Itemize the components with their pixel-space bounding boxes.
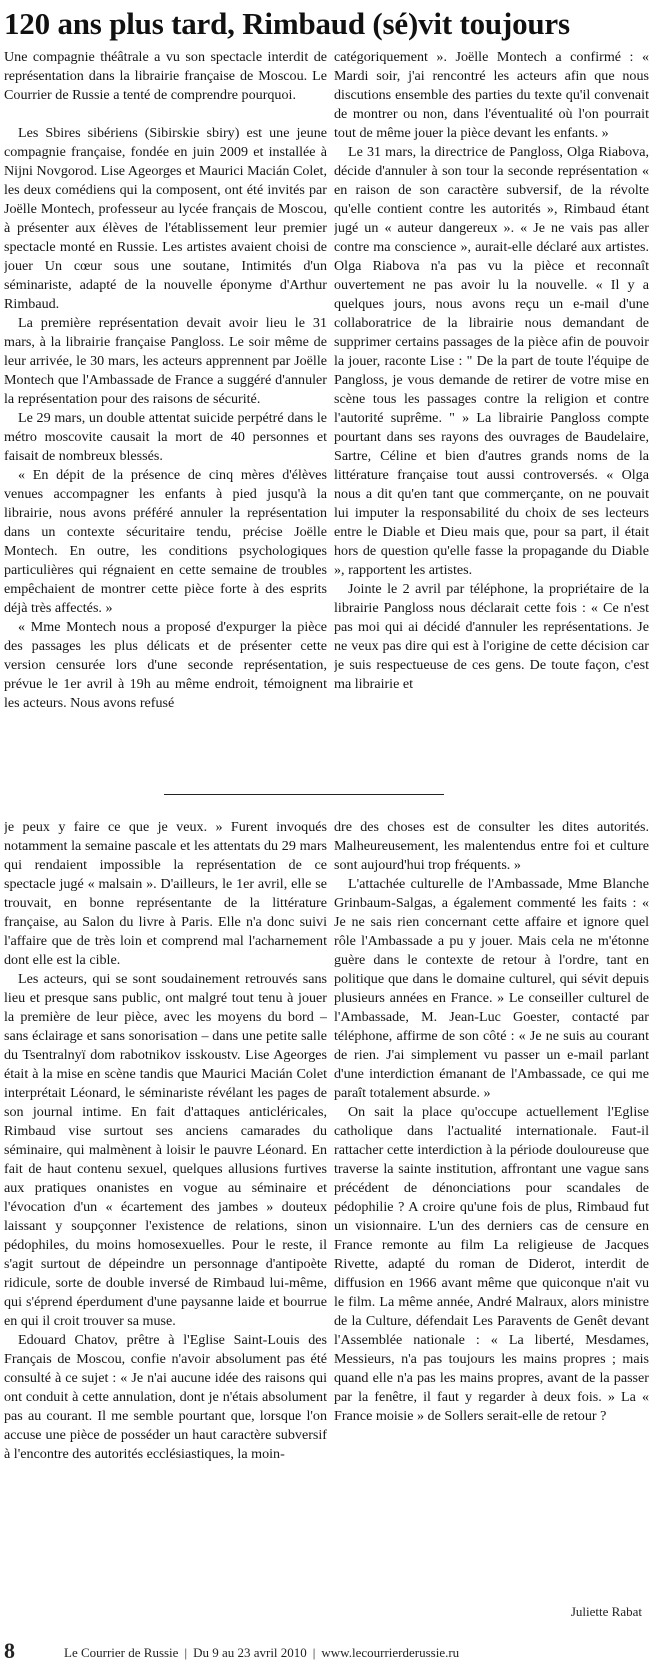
- footer-line: [64, 1645, 459, 1661]
- article-paragraph: Le 29 mars, un double attentat suicide perpétré dans le métro moscovite causait la mort de 40 personnes et faisait de nombreux blessés.: [4, 410, 327, 464]
- column-bottom-left: [4, 818, 327, 1570]
- article-paragraph: Jointe le 2 avril par téléphone, la propriétaire de la librairie Pangloss nous déclarait cette fois : « Ce n'est pas moi qui ai décidé d'annuler les représentations. Je ne veux pas dire qui est à l'origine de cette décision car je suis respectueuse de ces gens. De toute façon, c'est ma librairie et: [334, 581, 649, 692]
- publication-name: Le Courrier de Russie: [64, 1645, 179, 1660]
- article-title: 120 ans plus tard, Rimbaud (sé)vit toujours: [4, 6, 570, 41]
- article-paragraph: Les Sbires sibériens (Sibirskie sbiry) est une jeune compagnie française, fondée en juin 2009 et installée à Nijni Novgorod. Lise Ageorges et Maurici Macián Colet, les deux comédiens qui la composent, ont été invités par Joëlle Montech, professeur au lycée français de Moscou, à présenter aux élèves de l'établissement leur premier spectacle monté en Russie. Les artistes avaient choisi de jouer Un cœur sous une soutane, Intimités d'un séminariste, adapté de la nouvelle éponyme d'Arthur Rimbaud.: [4, 125, 327, 312]
- article-paragraph: Les acteurs, qui se sont soudainement retrouvés sans lieu et presque sans public, ont malgré tout tenu à jouer la première de leur pièce, avec les moyens du bord – sans éclairage et sans sonorisation – dans une petite salle du Tsentralnyï dom rabotnikov isskoustv. Lise Ageorges était à la mise en scène tandis que Maurici Macián Colet interprétait Léonard, le séminariste révélant les pages de son journal intime. En fait d'attaques anticléricales, Rimbaud vise surtout ses anciens camarades du séminaire, qui malmènent à loisir le pauvre Léonard. En fait de haut contenu sexuel, quelques allusions furtives aux pratiques onanistes en vogue au séminaire et l'évocation d'un « écartement des jambes » douteux laissant y soupçonner l'existence de relations, sinon pédophiles, du moins homosexuelles. Pour le reste, il s'agit surtout de dépeindre un personnage d'antipoète ridicule, sorte de double inversé de Rimbaud lui-même, qui s'éprend éperdument d'une paysanne laide et bourrue en qui il croit trouver sa muse.: [4, 971, 327, 1329]
- footer-separator: |: [184, 1645, 188, 1660]
- column-bottom-right: [334, 818, 649, 1570]
- footer-separator: |: [312, 1645, 316, 1660]
- article-paragraph: « Mme Montech nous a proposé d'expurger la pièce des passages les plus délicats et de présenter cette version censurée lors d'une seconde représentation, prévue le 1er avril à 19h au même endroit, témoignent les acteurs. Nous avons refusé: [4, 619, 327, 711]
- website-link[interactable]: www.lecourrierderussie.ru: [321, 1645, 460, 1660]
- section-divider: [164, 794, 444, 795]
- column-top-right: [334, 48, 649, 762]
- article-paragraph: Le 31 mars, la directrice de Pangloss, Olga Riabova, décide d'annuler à son tour la seconde représentation « en raison de son caractère subversif, de la révolte qu'elle contient contre les autorités », Rimbaud étant jugé un « auteur dangereux ». « Je ne vais pas aller contre ma conscience », aurait-elle déclaré aux artistes. Olga Riabova n'a pas vu la pièce et reconnaît ouvertement ne pas avoir lu la nouvelle. « Il y a quelques jours, nous avons reçu un e-mail d'une collaboratrice de la librairie nous demandant de supprimer certains passages de la pièce afin de pouvoir la jouer, raconte Lise : " De la part de toute l'équipe de Pangloss, je vous demande de retirer de votre mise en scène tous les passages contre la religion et contre l'autorité suprême. " » La librairie Pangloss compte pourtant dans ses rayons des ouvrages de Baudelaire, Sartre, Céline et bien d'autres grands noms de la littérature française tout aussi controversés. « Olga nous a dit qu'en tant que commerçante, on ne pouvait lui imputer la responsabilité du choix de ses lecteurs entre le Diable et Dieu mais que, pour sa part, il était hors de question qu'elle fasse la propagande du Diable », rapportent les artistes.: [334, 144, 649, 578]
- article-paragraph: dre des choses est de consulter les dites autorités. Malheureusement, les malentendus entre foi et culture sont aujourd'hui trop fréquents. »: [334, 819, 649, 873]
- column-top-left: [4, 48, 327, 762]
- article-paragraph: Edouard Chatov, prêtre à l'Eglise Saint-Louis des Français de Moscou, confie n'avoir absolument pas été consulté à ce sujet : « Je n'ai aucune idée des raisons qui ont conduit à cette annulation, dont je n'étais absolument pas au courant. Il me semble pourtant que, lorsque l'on accuse une pièce de posséder un haut caractère subversif à l'encontre des autorités ecclésiastiques, la moin-: [4, 1332, 327, 1462]
- author-signature: Juliette Rabat: [570, 1604, 642, 1619]
- article-paragraph: La première représentation devait avoir lieu le 31 mars, à la librairie française Pangloss. Le soir même de leur arrivée, le 30 mars, les acteurs apprennent par Joëlle Montech que l'Ambassade de France a suggéré d'annuler la représentation pour des raisons de sécurité.: [4, 315, 327, 407]
- page-number: 8: [4, 1638, 15, 1663]
- article-paragraph: L'attachée culturelle de l'Ambassade, Mme Blanche Grinbaum-Salgas, a également commenté les faits : « Je ne sais rien concernant cette affaire et ignore quel rôle l'Ambassade a pu y jouer. Mais cela ne m'étonne guère dans le contexte de retour à l'ordre, tant en politique que dans le domaine culturel, qui sévit depuis plusieurs années en France. » Le conseiller culturel de l'Ambassade, M. Jean-Luc Goester, contacté par téléphone, affirme de son côté : « Je ne suis au courant de rien. J'ai simplement vu passer un e-mail parlant d'une interdiction émanant de l'Ambassade, ce qui me paraît totalement absurde. »: [334, 876, 649, 1101]
- issue-dates: Du 9 au 23 avril 2010: [193, 1645, 307, 1660]
- article-paragraph: je peux y faire ce que je veux. » Furent invoqués notamment la semaine pascale et les attentats du 29 mars qui rendaient impossible la représentation de ce spectacle jugé « malsain ». D'ailleurs, le 1er avril, elle se trouvait, en bonne représentante de la littérature française, au Salon du livre à Paris. Elle n'a donc suivi l'affaire que de très loin et comprend mal l'acharnement dont elle est la cible.: [4, 819, 327, 968]
- article-paragraph: On sait la place qu'occupe actuellement l'Eglise catholique dans l'actualité internationale. Faut-il rattacher cette interdiction à la période douloureuse que traverse la sainte institution, affrontant une vague sans précédent de dénonciations pour scandales de pédophilie ? A croire qu'une fois de plus, Rimbaud fut un visionnaire. L'un des derniers cas de censure en France remonte au film La religieuse de Jacques Rivette, adapté du roman de Diderot, interdit de diffusion en 1966 avant même que quiconque n'ait vu le film. La même année, André Malraux, alors ministre de la Culture, défendait Les Paravents de Genêt devant l'Assemblée nationale : « La liberté, Mesdames, Messieurs, n'a pas toujours les mains propres ; mais quand elle n'a pas les mains propres, avant de la passer par la fenêtre, il faut y regarder à deux fois. » La « France moisie » de Sollers serait-elle de retour ?: [334, 1104, 649, 1424]
- article-lead: Une compagnie théâtrale a vu son spectacle interdit de représentation dans la librairie française de Moscou. Le Courrier de Russie a tenté de comprendre pourquoi.: [4, 49, 327, 103]
- article-paragraph: catégoriquement ». Joëlle Montech a confirmé : « Mardi soir, j'ai rencontré les acteurs afin que nous discutions ensemble des parties du texte qu'il convenait de montrer ou non, dans l'éventualité où l'on pourrait tout de même jouer la pièce devant les enfants. »: [334, 49, 649, 141]
- page-footer: [0, 1638, 654, 1664]
- article-paragraph: « En dépit de la présence de cinq mères d'élèves venues accompagner les enfants à pied jusqu'à la librairie, nous avons préféré annuler la représentation dans un contexte sécuritaire tendu, précise Joëlle Montech. En outre, les conditions psychologiques particulières qui régnaient en cette semaine de troubles empêchaient de montrer cette pièce forte à des esprits déjà très affectés. »: [4, 467, 327, 616]
